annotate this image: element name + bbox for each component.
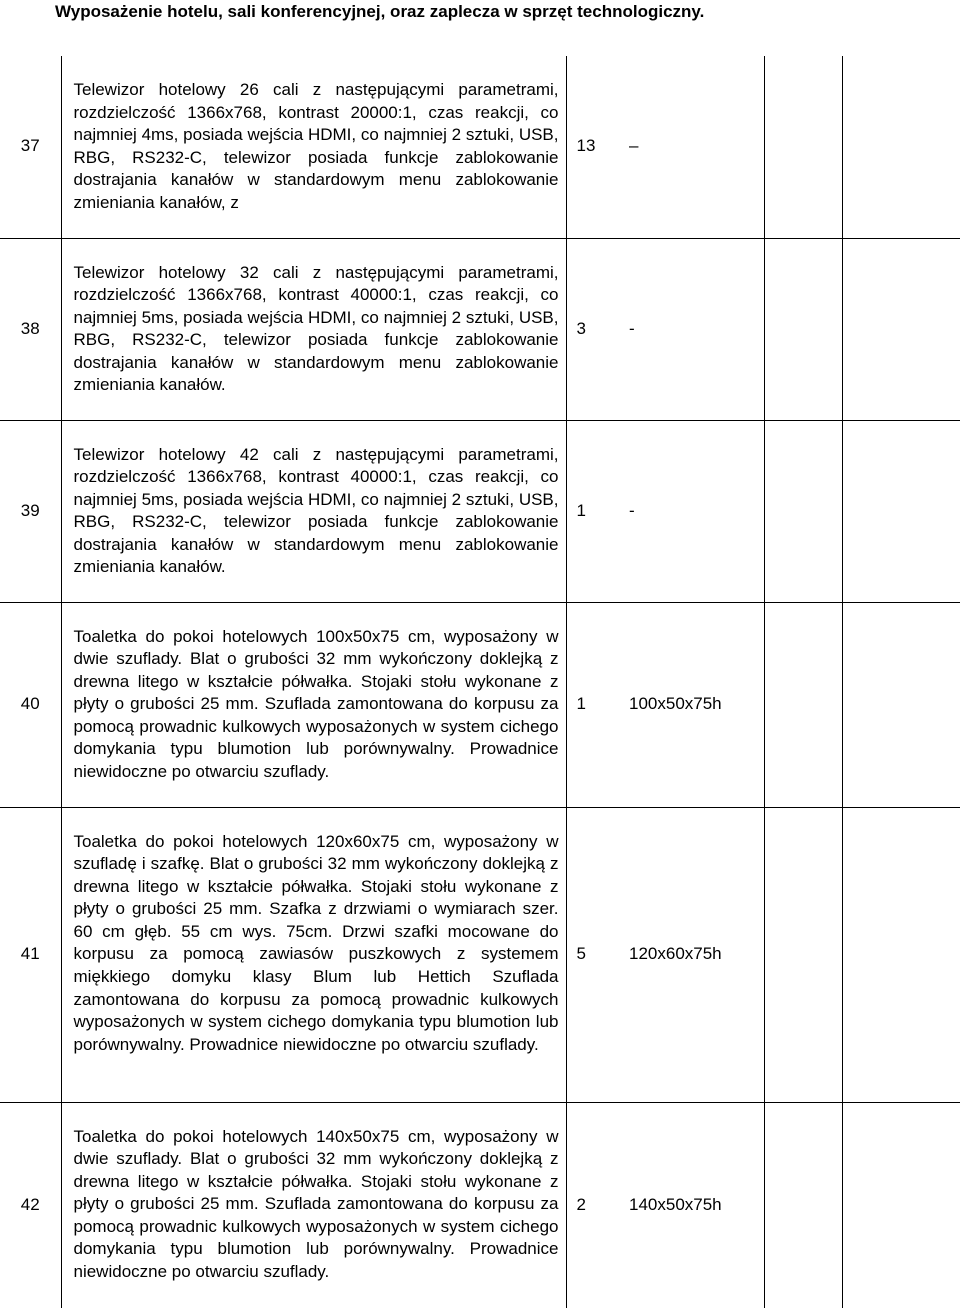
item-dimensions: - [623, 238, 764, 420]
item-number: 40 [0, 602, 61, 807]
item-description-text: Telewizor hotelowy 32 cali z następującymi parametrami, rozdzielczość 1366x768, kontrast 40000:1, czas reakcji, co najmniej 5ms, posiada wejścia HDMI, co najmniej 2 sztuki, USB, RBG, RS232-C, telewizor posiada funkcje zablokowanie dostrajania kanałów w standardowym menu zablokowanie zmieniania kanałów. [73, 262, 559, 395]
item-dimensions: 120x60x75h [623, 807, 764, 1102]
item-quantity: 1 [566, 602, 623, 807]
empty-cell [842, 602, 960, 807]
table-row [0, 602, 960, 807]
table-row [0, 807, 960, 1102]
item-number: 41 [0, 807, 61, 1102]
item-description [61, 238, 566, 420]
empty-cell [764, 56, 842, 238]
item-description [61, 807, 566, 1102]
empty-cell [764, 807, 842, 1102]
item-dimensions: - [623, 420, 764, 602]
empty-cell [842, 807, 960, 1102]
item-description-text: Telewizor hotelowy 42 cali z następującymi parametrami, rozdzielczość 1366x768, kontrast 40000:1, czas reakcji, co najmniej 5ms, posiada wejścia HDMI, co najmniej 2 sztuki, USB, RBG, RS232-C, telewizor posiada funkcje zablokowanie dostrajania kanałów w standardowym menu zablokowanie zmieniania kanałów. [73, 444, 559, 577]
item-description [61, 1102, 566, 1308]
item-description-text: Toaletka do pokoi hotelowych 140x50x75 cm, wyposażony w dwie szuflady. Blat o grubości 32 mm wykończony doklejką z drewna litego w kształcie półwałka. Stojaki stołu wykonane z płyty o grubości 25 mm. Szuflada zamontowana do korpusu za pomocą prowadnic kulkowych wyposażonych w system cichego domykania typu blumotion lub porównywalny. Prowadnice niewidoczne po otwarciu szuflady. [73, 1126, 559, 1282]
item-description [61, 420, 566, 602]
item-description-text: Telewizor hotelowy 26 cali z następującymi parametrami, rozdzielczość 1366x768, kontrast 20000:1, czas reakcji, co najmniej 4ms, posiada wejścia HDMI, co najmniej 2 sztuki, USB, RBG, RS232-C, telewizor posiada funkcje zablokowanie dostrajania kanałów w standardowym menu zablokowanie zmieniania kanałów, z [73, 80, 559, 212]
item-description-text: Toaletka do pokoi hotelowych 120x60x75 cm, wyposażony w szufladę i szafkę. Blat o grubości 32 mm wykończony doklejką z drewna litego w kształcie półwałka. Stojaki stołu wykonane z płyty o grubości 25 mm. Szafka z drzwiami o wymiarach szer. 60 cm głęb. 55 cm wys. 75cm. Drzwi szafki mocowane do korpusu za pomocą zawiasów puszkowych z systemem miękkiego domyku klasy Blum lub Hettich Szuflada zamontowana do korpusu za pomocą prowadnic kulkowych wyposażonych w system cichego domykania typu blumotion lub porównywalny. Prowadnice niewidoczne po otwarciu szuflady. [73, 831, 559, 1054]
empty-cell [764, 238, 842, 420]
empty-cell [842, 56, 960, 238]
empty-cell [764, 602, 842, 807]
empty-cell [764, 420, 842, 602]
item-dimensions: – [623, 56, 764, 238]
table-row [0, 1102, 960, 1308]
table-row [0, 56, 960, 238]
item-description-text: Toaletka do pokoi hotelowych 100x50x75 cm, wyposażony w dwie szuflady. Blat o grubości 32 mm wykończony doklejką z drewna litego w kształcie półwałka. Stojaki stołu wykonane z płyty o grubości 25 mm. Szuflada zamontowana do korpusu za pomocą prowadnic kulkowych wyposażonych w system cichego domykania typu blumotion lub porównywalny. Prowadnice niewidoczne po otwarciu szuflady. [73, 626, 559, 782]
empty-cell [842, 238, 960, 420]
item-quantity: 3 [566, 238, 623, 420]
item-quantity: 13 [566, 56, 623, 238]
page-title: Wyposażenie hotelu, sali konferencyjnej, oraz zaplecza w sprzęt technologiczny. [55, 2, 705, 21]
empty-cell [764, 1102, 842, 1308]
item-dimensions: 100x50x75h [623, 602, 764, 807]
item-quantity: 5 [566, 807, 623, 1102]
equipment-table [0, 56, 960, 1308]
empty-cell [842, 420, 960, 602]
table-row [0, 420, 960, 602]
item-number: 39 [0, 420, 61, 602]
item-quantity: 1 [566, 420, 623, 602]
item-dimensions: 140x50x75h [623, 1102, 764, 1308]
empty-cell [842, 1102, 960, 1308]
item-description [61, 56, 566, 238]
item-description [61, 602, 566, 807]
item-number: 37 [0, 56, 61, 238]
table-row [0, 238, 960, 420]
item-number: 42 [0, 1102, 61, 1308]
item-quantity: 2 [566, 1102, 623, 1308]
item-number: 38 [0, 238, 61, 420]
